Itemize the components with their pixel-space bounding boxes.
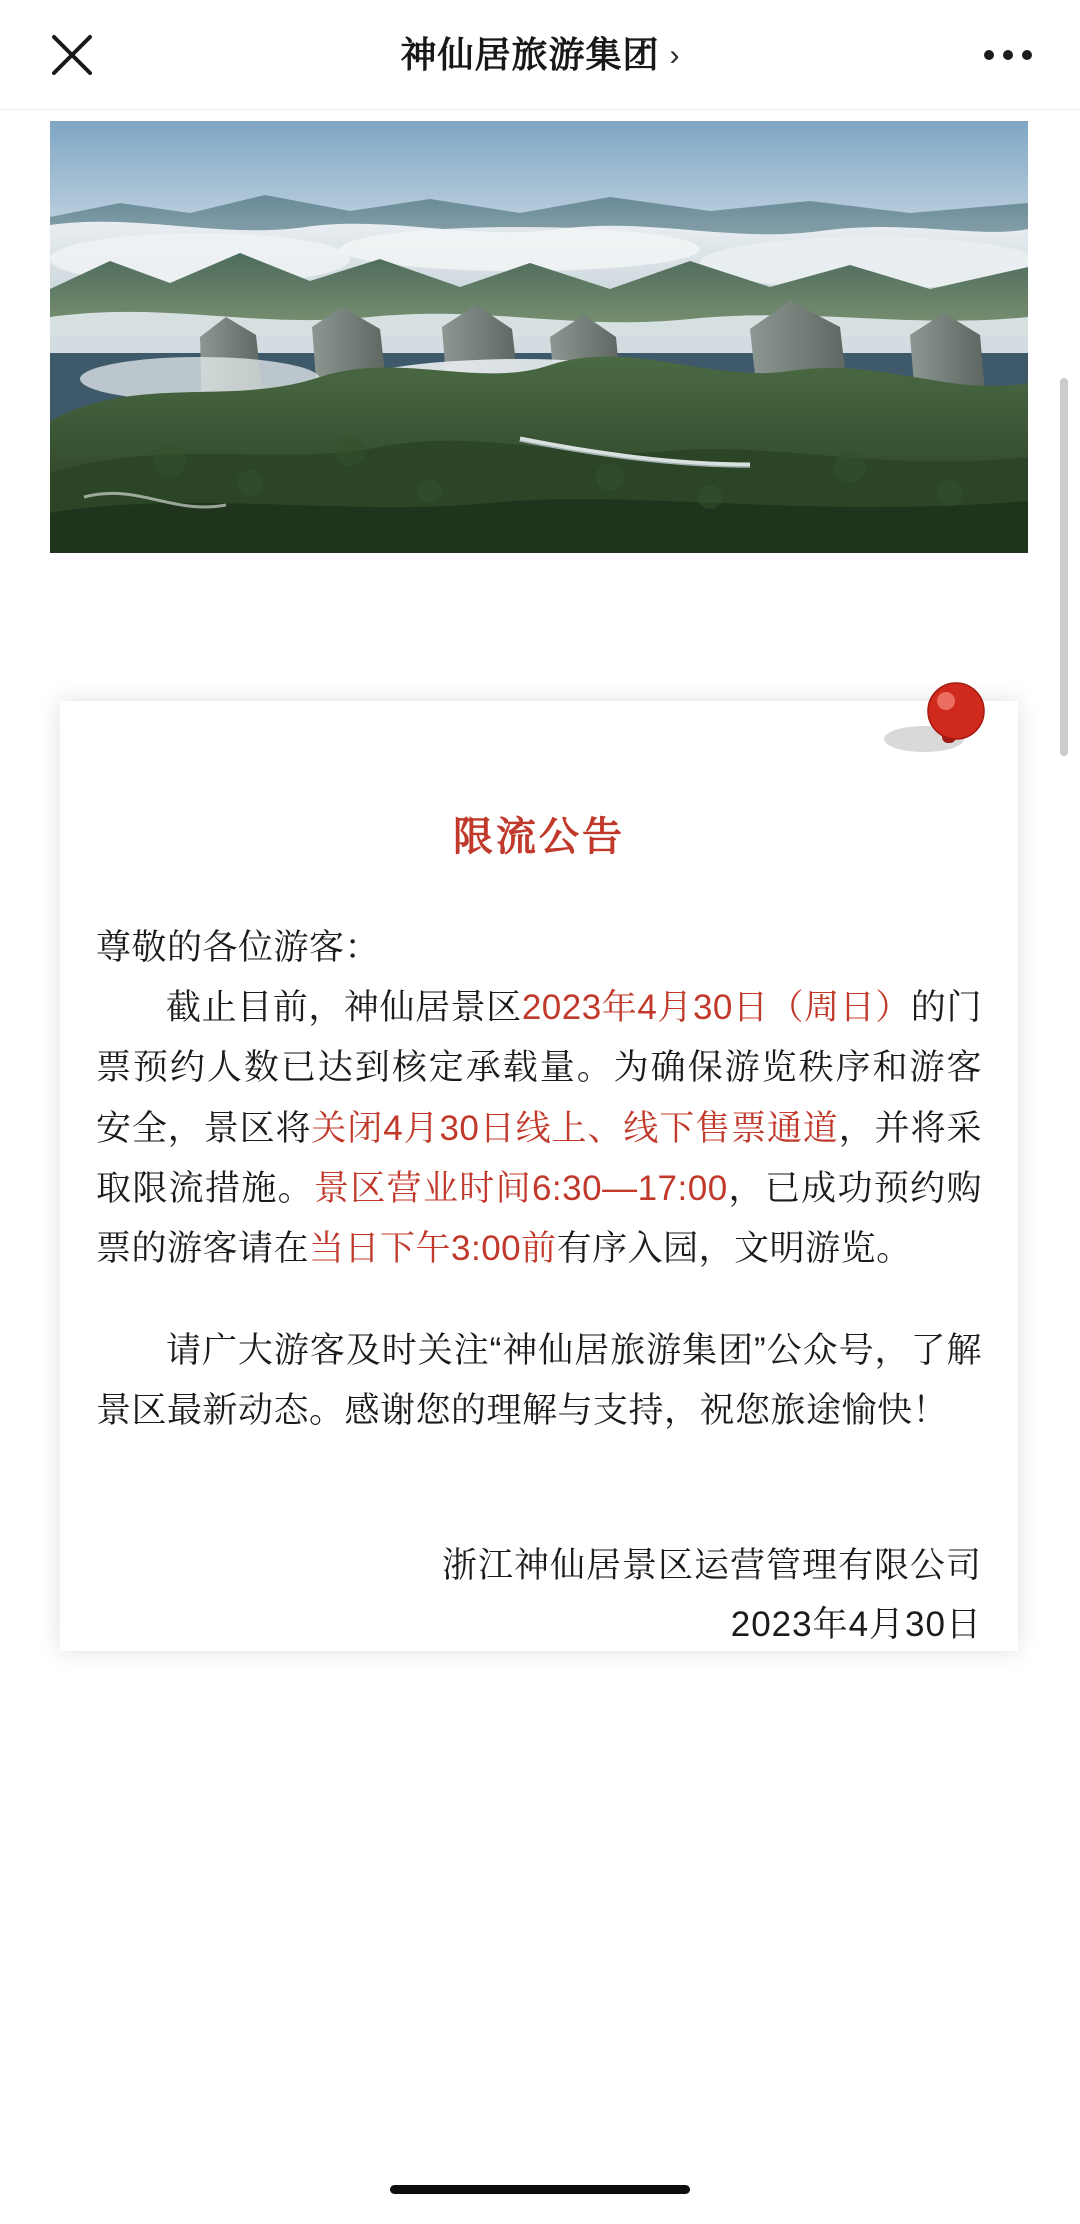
notice-paragraph-1 [96,978,982,1279]
more-options-icon[interactable] [980,40,1036,70]
p1-seg1: 截止目前，神仙居景区 [166,988,522,1028]
notice-card [60,701,1018,1651]
navigation-bar [0,0,1080,110]
p1-seg5: ，并将采取限流措施。 [96,1108,982,1208]
push-pin-icon [878,679,998,775]
p1-seg4-closure: 关闭4月30日线上、线下售票通道 [311,1108,839,1148]
p1-seg2-date: 2023年4月30日（周日） [521,988,911,1028]
paragraph-spacer [96,1279,982,1321]
more-dot [1003,50,1013,60]
page-scrollbar[interactable] [1060,378,1068,756]
page-title-text: 神仙居旅游集团 [400,33,660,75]
more-dot [1022,50,1032,60]
p1-seg9: 有序入园，文明游览。 [556,1228,912,1268]
p1-seg7: ，已成功预约购票的游客请在 [96,1168,982,1268]
signature-date: 2023年4月30日 [730,1605,982,1644]
hero-image [50,121,1028,553]
home-indicator-area [0,2164,1080,2224]
notice-salutation: 尊敬的各位游客： [96,928,381,967]
chevron-right-icon: › [669,38,680,72]
notice-paragraph-2: 请广大游客及时关注“神仙居旅游集团”公众号，了解景区最新动态。感谢您的理解与支持，祝您旅途愉快！ [96,1331,982,1431]
more-dot [984,50,994,60]
p1-seg6-hours: 景区营业时间6:30—17:00 [313,1168,728,1208]
notice-body [60,918,1018,1442]
signature-organization: 浙江神仙居景区运营管理有限公司 [441,1545,982,1585]
article-content [0,110,1080,2164]
p1-seg3: 的门票预约人数已达到核定承载量。为确保游览秩序和游客安全，景区将 [96,988,982,1148]
p1-seg8-deadline: 当日下午3:00前 [309,1228,557,1268]
notice-signature [60,1536,1018,1655]
home-indicator[interactable] [390,2185,690,2194]
notice-title: 限流公告 [453,815,625,859]
page-title[interactable] [0,33,1080,75]
